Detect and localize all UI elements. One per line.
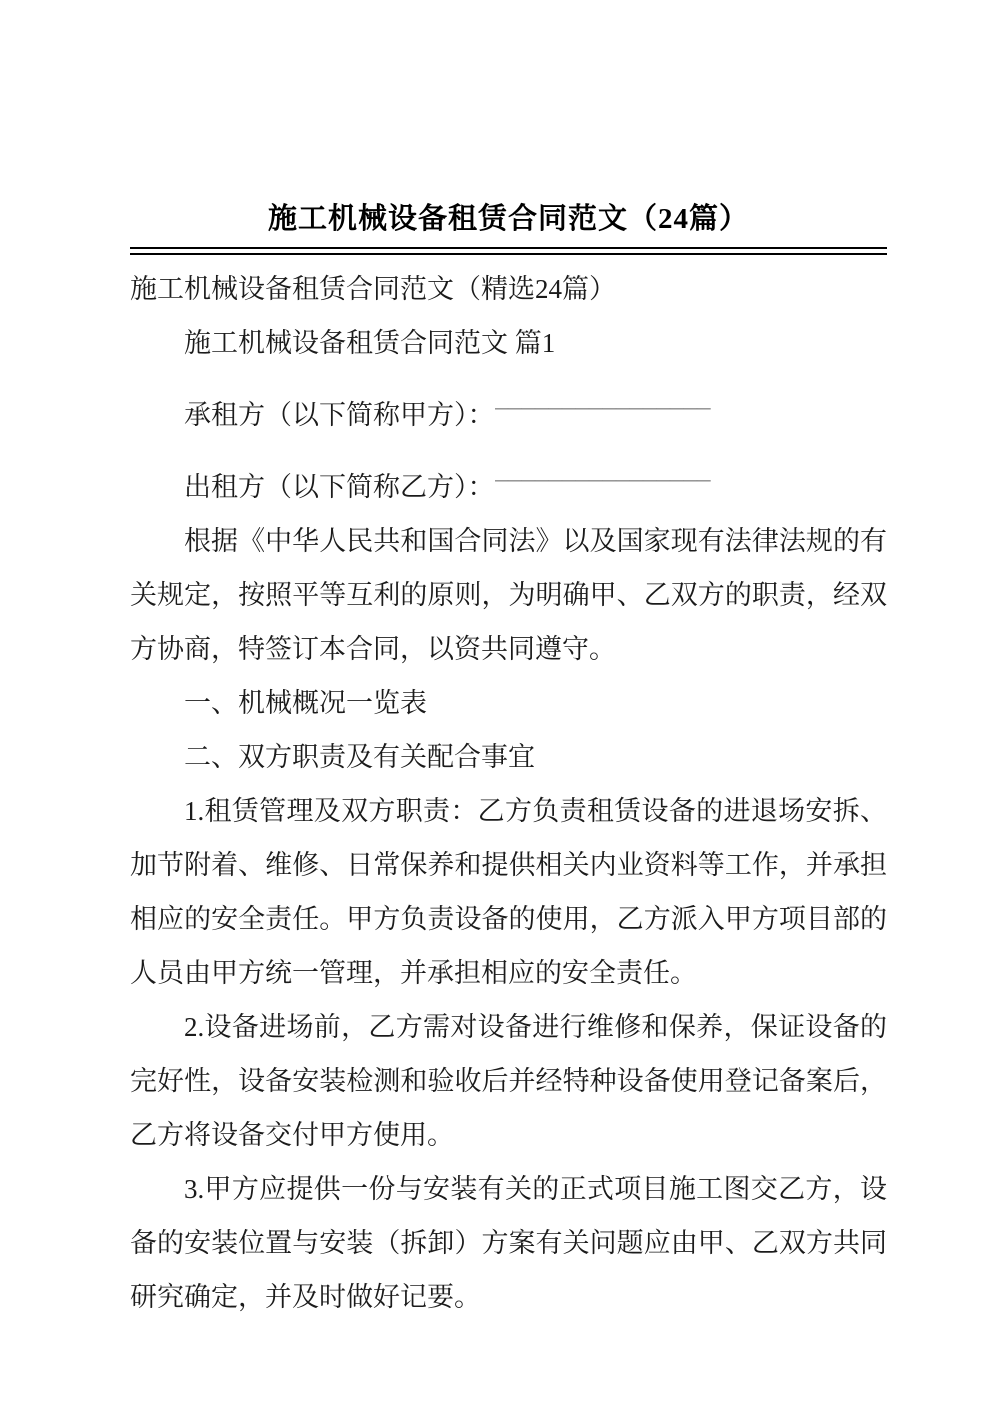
fill-in-blank: ________________ (494, 454, 711, 484)
fill-in-blank: ________________ (494, 382, 711, 412)
paragraph-text: 承租方（以下简称甲方）： (184, 400, 495, 430)
paragraph-lessee-line (130, 370, 887, 442)
paragraph-clause-3 (130, 1162, 887, 1324)
paragraph-text: 根据《中华人民共和国合同法》以及国家现有法律法规的有关规定，按照平等互利的原则，为明确甲、乙双方的职责，经双方协商，特签订本合同，以资共同遵守。 (130, 526, 887, 664)
paragraph-text: 一、机械概况一览表 (184, 688, 427, 718)
title-divider-double-rule (130, 247, 887, 255)
document-body (130, 262, 887, 1324)
paragraph-section-heading (130, 676, 887, 730)
paragraph (130, 514, 887, 676)
document-title: 施工机械设备租赁合同范文（24篇） (267, 203, 749, 235)
paragraph-text: 施工机械设备租赁合同范文（精选24篇） (130, 274, 616, 304)
paragraph-text: 2.设备进场前，乙方需对设备进行维修和保养，保证设备的完好性，设备安装检测和验收后并经特种设备使用登记备案后，乙方将设备交付甲方使用。 (130, 1012, 887, 1150)
paragraph (130, 262, 887, 316)
paragraph-text: 1.租赁管理及双方职责：乙方负责租赁设备的进退场安拆、加节附着、维修、日常保养和提供相关内业资料等工作，并承担相应的安全责任。甲方负责设备的使用，乙方派入甲方项目部的人员由甲方统一管理，并承担相应的安全责任。 (130, 796, 887, 988)
paragraph-text: 施工机械设备租赁合同范文 篇1 (184, 328, 556, 358)
paragraph-clause-2 (130, 1000, 887, 1162)
paragraph-text: 3.甲方应提供一份与安装有关的正式项目施工图交乙方，设备的安装位置与安装（拆卸）方案有关问题应由甲、乙双方共同研究确定，并及时做好记要。 (130, 1174, 887, 1312)
paragraph-clause-1 (130, 784, 887, 1000)
paragraph-lessor-line (130, 442, 887, 514)
paragraph (130, 316, 887, 370)
paragraph-text: 出租方（以下简称乙方）： (184, 472, 495, 502)
paragraph-text: 二、双方职责及有关配合事宜 (184, 742, 535, 772)
paragraph-section-heading (130, 730, 887, 784)
